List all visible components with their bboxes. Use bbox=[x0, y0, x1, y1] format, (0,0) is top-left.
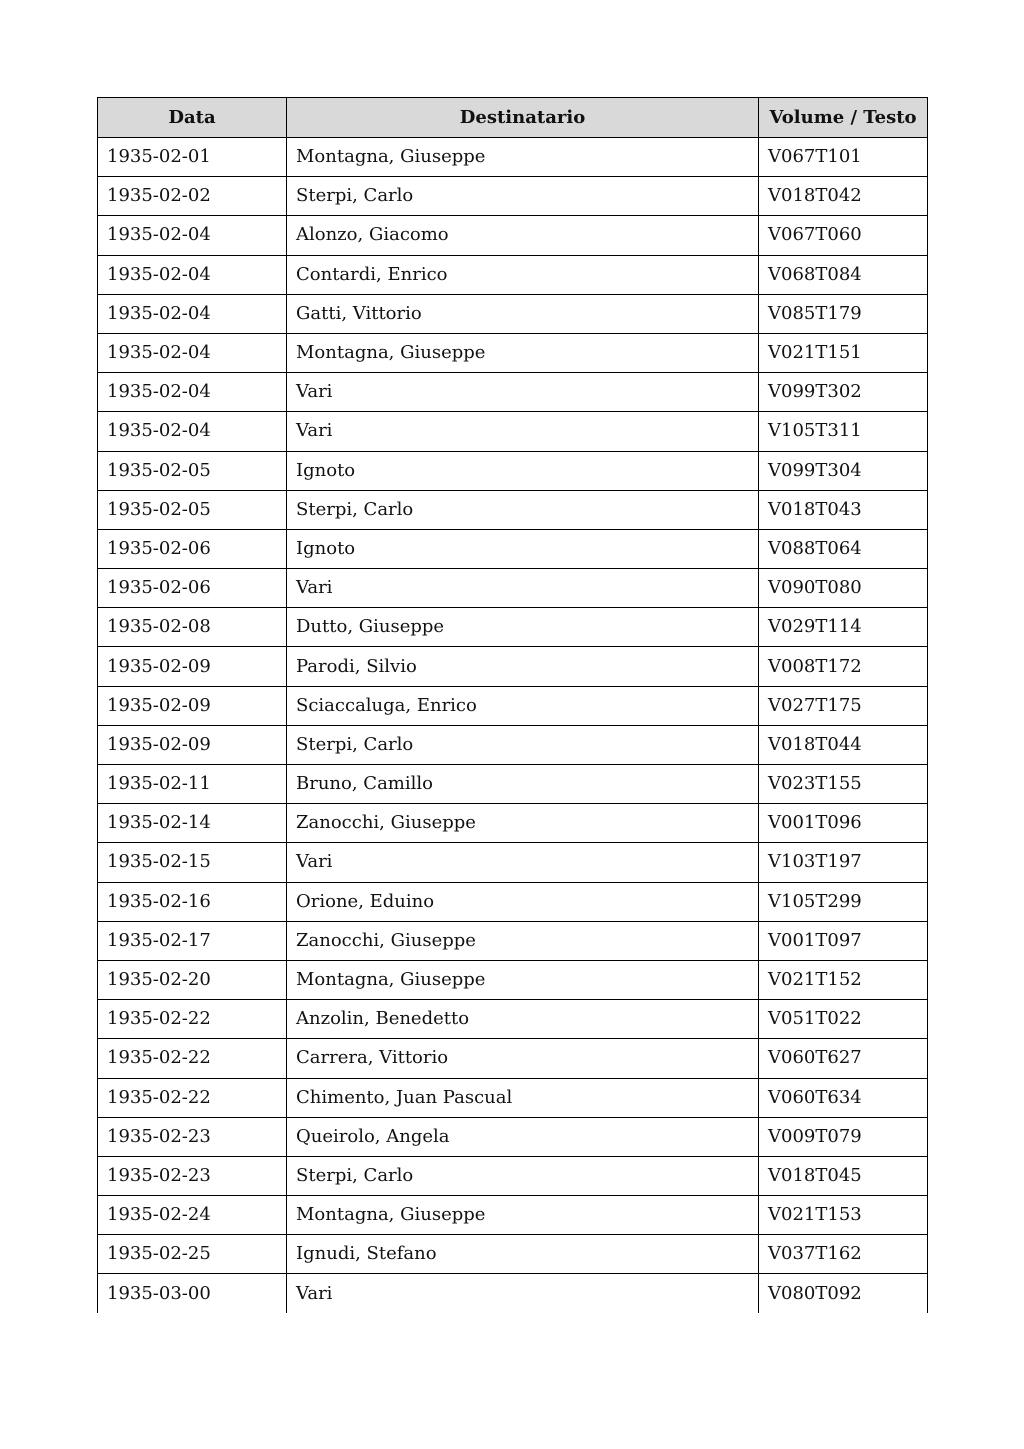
cell-recipient: Zanocchi, Giuseppe bbox=[287, 804, 759, 843]
table-row bbox=[98, 177, 928, 216]
table-row bbox=[98, 138, 928, 177]
cell-recipient: Bruno, Camillo bbox=[287, 765, 759, 804]
table-row bbox=[98, 216, 928, 255]
cell-volume: V029T114 bbox=[759, 608, 928, 647]
table-row bbox=[98, 1196, 928, 1235]
cell-date: 1935-02-04 bbox=[98, 294, 287, 333]
table-row bbox=[98, 373, 928, 412]
cell-recipient: Montagna, Giuseppe bbox=[287, 960, 759, 999]
cell-recipient: Ignudi, Stefano bbox=[287, 1235, 759, 1274]
cell-volume: V060T634 bbox=[759, 1078, 928, 1117]
cell-date: 1935-02-02 bbox=[98, 177, 287, 216]
table-row bbox=[98, 843, 928, 882]
cell-volume: V008T172 bbox=[759, 647, 928, 686]
cell-volume: V088T064 bbox=[759, 529, 928, 568]
cell-date: 1935-02-17 bbox=[98, 921, 287, 960]
table-row bbox=[98, 333, 928, 372]
cell-recipient: Queirolo, Angela bbox=[287, 1117, 759, 1156]
cell-date: 1935-02-22 bbox=[98, 1039, 287, 1078]
cell-volume: V080T092 bbox=[759, 1274, 928, 1313]
cell-date: 1935-02-25 bbox=[98, 1235, 287, 1274]
table-row bbox=[98, 804, 928, 843]
cell-volume: V021T151 bbox=[759, 333, 928, 372]
cell-volume: V067T101 bbox=[759, 138, 928, 177]
cell-volume: V018T044 bbox=[759, 725, 928, 764]
cell-recipient: Montagna, Giuseppe bbox=[287, 138, 759, 177]
table-row bbox=[98, 882, 928, 921]
table-header bbox=[98, 98, 928, 138]
cell-volume: V099T302 bbox=[759, 373, 928, 412]
cell-volume: V051T022 bbox=[759, 1000, 928, 1039]
cell-volume: V060T627 bbox=[759, 1039, 928, 1078]
table-row bbox=[98, 1117, 928, 1156]
cell-volume: V105T299 bbox=[759, 882, 928, 921]
cell-volume: V018T045 bbox=[759, 1156, 928, 1195]
cell-recipient: Sterpi, Carlo bbox=[287, 177, 759, 216]
table-row bbox=[98, 1078, 928, 1117]
cell-recipient: Vari bbox=[287, 412, 759, 451]
cell-recipient: Chimento, Juan Pascual bbox=[287, 1078, 759, 1117]
cell-recipient: Montagna, Giuseppe bbox=[287, 333, 759, 372]
table-row bbox=[98, 490, 928, 529]
cell-recipient: Carrera, Vittorio bbox=[287, 1039, 759, 1078]
cell-date: 1935-02-08 bbox=[98, 608, 287, 647]
cell-date: 1935-02-11 bbox=[98, 765, 287, 804]
cell-volume: V105T311 bbox=[759, 412, 928, 451]
cell-date: 1935-02-16 bbox=[98, 882, 287, 921]
cell-date: 1935-02-09 bbox=[98, 686, 287, 725]
cell-volume: V009T079 bbox=[759, 1117, 928, 1156]
table-row bbox=[98, 294, 928, 333]
header-row bbox=[98, 98, 928, 138]
cell-recipient: Contardi, Enrico bbox=[287, 255, 759, 294]
table-row bbox=[98, 1000, 928, 1039]
cell-date: 1935-02-04 bbox=[98, 412, 287, 451]
cell-date: 1935-02-05 bbox=[98, 451, 287, 490]
cell-date: 1935-03-00 bbox=[98, 1274, 287, 1313]
cell-recipient: Zanocchi, Giuseppe bbox=[287, 921, 759, 960]
cell-volume: V085T179 bbox=[759, 294, 928, 333]
letters-table bbox=[97, 97, 928, 1313]
cell-volume: V001T097 bbox=[759, 921, 928, 960]
cell-recipient: Montagna, Giuseppe bbox=[287, 1196, 759, 1235]
cell-date: 1935-02-09 bbox=[98, 725, 287, 764]
cell-volume: V090T080 bbox=[759, 569, 928, 608]
cell-recipient: Parodi, Silvio bbox=[287, 647, 759, 686]
table-row bbox=[98, 569, 928, 608]
table-row bbox=[98, 255, 928, 294]
cell-recipient: Ignoto bbox=[287, 451, 759, 490]
cell-recipient: Orione, Eduino bbox=[287, 882, 759, 921]
cell-date: 1935-02-09 bbox=[98, 647, 287, 686]
header-recipient: Destinatario bbox=[287, 98, 759, 138]
table-row bbox=[98, 1156, 928, 1195]
cell-volume: V018T042 bbox=[759, 177, 928, 216]
cell-recipient: Sterpi, Carlo bbox=[287, 490, 759, 529]
cell-volume: V027T175 bbox=[759, 686, 928, 725]
cell-date: 1935-02-04 bbox=[98, 216, 287, 255]
table-row bbox=[98, 960, 928, 999]
cell-recipient: Ignoto bbox=[287, 529, 759, 568]
cell-volume: V103T197 bbox=[759, 843, 928, 882]
header-volume: Volume / Testo bbox=[759, 98, 928, 138]
cell-date: 1935-02-05 bbox=[98, 490, 287, 529]
cell-date: 1935-02-04 bbox=[98, 373, 287, 412]
table-row bbox=[98, 1039, 928, 1078]
cell-recipient: Anzolin, Benedetto bbox=[287, 1000, 759, 1039]
table-row bbox=[98, 765, 928, 804]
cell-volume: V037T162 bbox=[759, 1235, 928, 1274]
cell-date: 1935-02-23 bbox=[98, 1117, 287, 1156]
cell-volume: V023T155 bbox=[759, 765, 928, 804]
cell-date: 1935-02-06 bbox=[98, 529, 287, 568]
cell-date: 1935-02-04 bbox=[98, 255, 287, 294]
table-row bbox=[98, 1235, 928, 1274]
cell-volume: V067T060 bbox=[759, 216, 928, 255]
cell-date: 1935-02-15 bbox=[98, 843, 287, 882]
cell-date: 1935-02-04 bbox=[98, 333, 287, 372]
table-row bbox=[98, 921, 928, 960]
cell-date: 1935-02-24 bbox=[98, 1196, 287, 1235]
table-body bbox=[98, 138, 928, 1313]
cell-volume: V001T096 bbox=[759, 804, 928, 843]
cell-recipient: Gatti, Vittorio bbox=[287, 294, 759, 333]
cell-recipient: Sterpi, Carlo bbox=[287, 725, 759, 764]
cell-volume: V099T304 bbox=[759, 451, 928, 490]
cell-recipient: Vari bbox=[287, 569, 759, 608]
table-row bbox=[98, 725, 928, 764]
cell-recipient: Alonzo, Giacomo bbox=[287, 216, 759, 255]
cell-recipient: Vari bbox=[287, 843, 759, 882]
cell-date: 1935-02-23 bbox=[98, 1156, 287, 1195]
table-row bbox=[98, 1274, 928, 1313]
cell-recipient: Sterpi, Carlo bbox=[287, 1156, 759, 1195]
cell-date: 1935-02-01 bbox=[98, 138, 287, 177]
cell-volume: V021T152 bbox=[759, 960, 928, 999]
cell-recipient: Vari bbox=[287, 1274, 759, 1313]
cell-date: 1935-02-06 bbox=[98, 569, 287, 608]
table-row bbox=[98, 412, 928, 451]
table-row bbox=[98, 686, 928, 725]
cell-recipient: Vari bbox=[287, 373, 759, 412]
table-row bbox=[98, 529, 928, 568]
table-row bbox=[98, 608, 928, 647]
table-row bbox=[98, 647, 928, 686]
header-date: Data bbox=[98, 98, 287, 138]
cell-volume: V018T043 bbox=[759, 490, 928, 529]
table-row bbox=[98, 451, 928, 490]
cell-date: 1935-02-20 bbox=[98, 960, 287, 999]
cell-date: 1935-02-22 bbox=[98, 1000, 287, 1039]
cell-volume: V021T153 bbox=[759, 1196, 928, 1235]
cell-recipient: Dutto, Giuseppe bbox=[287, 608, 759, 647]
cell-recipient: Sciaccaluga, Enrico bbox=[287, 686, 759, 725]
cell-date: 1935-02-14 bbox=[98, 804, 287, 843]
cell-date: 1935-02-22 bbox=[98, 1078, 287, 1117]
cell-volume: V068T084 bbox=[759, 255, 928, 294]
